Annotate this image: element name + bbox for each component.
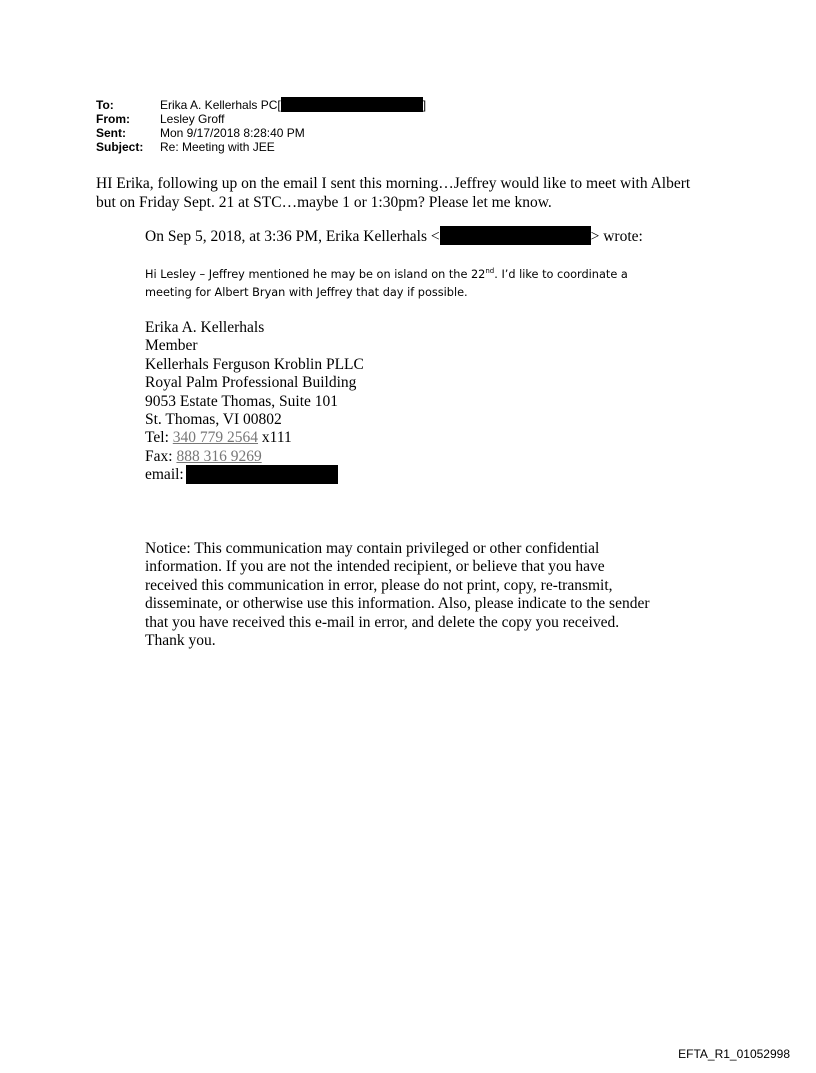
sent-label: Sent: bbox=[96, 126, 126, 141]
signature-email bbox=[145, 466, 364, 484]
from-label: From: bbox=[96, 112, 130, 127]
email-label: email: bbox=[145, 466, 184, 484]
to-row bbox=[96, 98, 426, 112]
quoted-message bbox=[145, 266, 685, 302]
signature-name: Erika A. Kellerhals bbox=[145, 319, 265, 336]
signature-block bbox=[145, 319, 364, 485]
document-id: EFTA_R1_01052998 bbox=[678, 1047, 790, 1061]
to-label: To: bbox=[96, 98, 114, 112]
redaction-block bbox=[281, 97, 423, 112]
quoted-text: . I’d like to coordinate a bbox=[494, 268, 628, 281]
notice-line: received this communication in error, please do not print, copy, re-transmit, bbox=[145, 576, 613, 594]
to-name: Erika A. Kellerhals PC[ bbox=[160, 98, 281, 112]
signature-firm: Kellerhals Ferguson Kroblin PLLC bbox=[145, 355, 364, 373]
email-body bbox=[96, 174, 736, 212]
signature-building: Royal Palm Professional Building bbox=[145, 374, 357, 392]
from-row bbox=[96, 112, 426, 126]
tel-ext: x111 bbox=[258, 429, 292, 447]
notice-line: disseminate, or otherwise use this information. Also, please indicate to the sender bbox=[145, 595, 650, 613]
redaction-block bbox=[186, 465, 338, 484]
fax-link[interactable]: 888 316 9269 bbox=[176, 447, 262, 465]
from-value: Lesley Groff bbox=[160, 112, 225, 127]
email-header bbox=[96, 98, 426, 154]
signature-city: St. Thomas, VI 00802 bbox=[145, 411, 282, 429]
signature-street: 9053 Estate Thomas, Suite 101 bbox=[145, 392, 339, 410]
sent-value: Mon 9/17/2018 8:28:40 PM bbox=[160, 126, 305, 141]
subject-label: Subject: bbox=[96, 140, 144, 155]
notice-line: that you have received this e-mail in error, and delete the copy you received. bbox=[145, 613, 620, 631]
quoted-intro bbox=[145, 228, 643, 246]
fax-label: Fax: bbox=[145, 447, 177, 465]
body-line: but on Friday Sept. 21 at STC…maybe 1 or 1:30pm? Please let me know. bbox=[96, 194, 552, 211]
quoted-message-line: meeting for Albert Bryan with Jeffrey that day if possible. bbox=[145, 286, 468, 299]
subject-value: Re: Meeting with JEE bbox=[160, 140, 275, 155]
confidentiality-notice bbox=[145, 540, 705, 650]
signature-fax bbox=[145, 448, 364, 466]
notice-line: information. If you are not the intended recipient, or believe that you have bbox=[145, 558, 605, 576]
ordinal-suffix: nd bbox=[485, 267, 495, 276]
notice-line: Notice: This communication may contain privileged or other confidential bbox=[145, 540, 600, 557]
tel-label: Tel: bbox=[145, 429, 173, 447]
quoted-intro-prefix: On Sep 5, 2018, at 3:36 PM, Erika Kellerhals < bbox=[145, 228, 440, 245]
to-suffix: ] bbox=[422, 98, 427, 112]
sent-row bbox=[96, 126, 426, 140]
tel-link[interactable]: 340 779 2564 bbox=[172, 429, 259, 447]
notice-line: Thank you. bbox=[145, 632, 216, 650]
signature-title: Member bbox=[145, 337, 198, 355]
quoted-message-line bbox=[145, 266, 685, 284]
quoted-text: Hi Lesley – Jeffrey mentioned he may be on island on the 22 bbox=[145, 268, 486, 281]
quoted-intro-suffix: > wrote: bbox=[590, 228, 643, 245]
signature-tel bbox=[145, 429, 364, 447]
body-line: HI Erika, following up on the email I sent this morning…Jeffrey would like to meet with Albert bbox=[96, 175, 691, 192]
redaction-block bbox=[440, 226, 591, 245]
to-value bbox=[160, 98, 426, 112]
subject-row bbox=[96, 140, 426, 154]
